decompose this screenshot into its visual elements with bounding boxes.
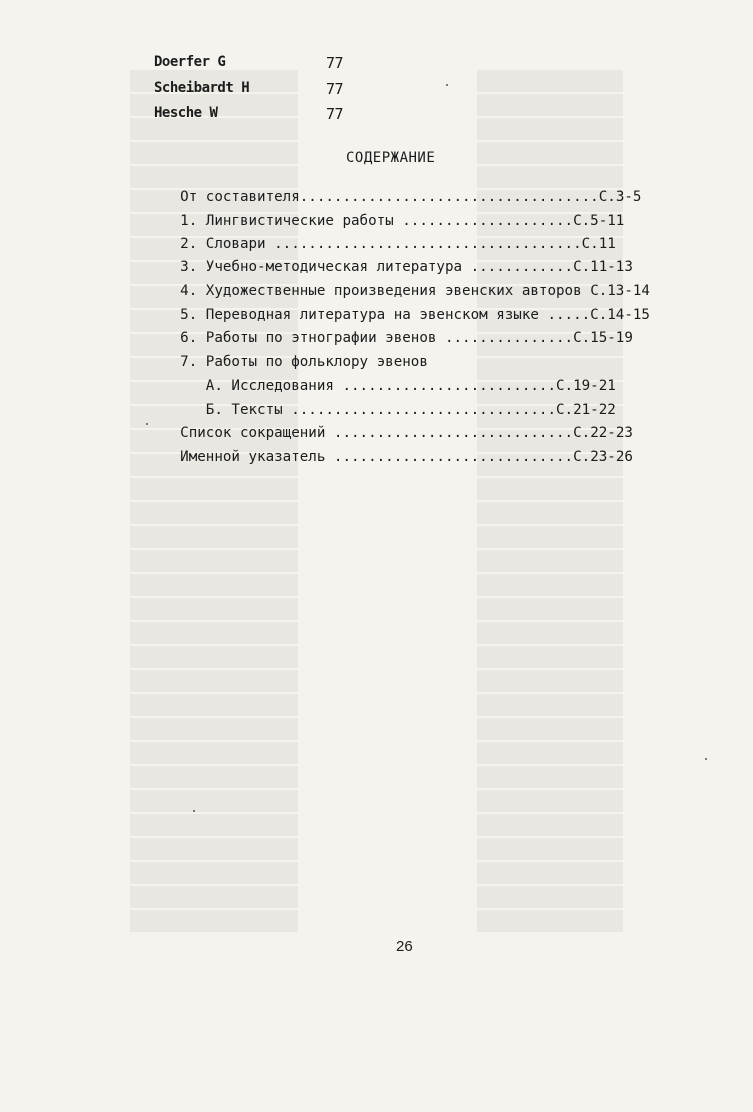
toc-label: 4. Художественные произведения эвенских авторов [180,283,582,299]
toc-label: 1. Лингвистические работы [180,213,394,229]
toc-pages: С.21-22 [556,402,616,418]
toc-label: Б. Тексты [180,402,283,418]
toc-pages: С.14-15 [590,307,650,323]
index-page: 77 [326,54,344,72]
toc-label: 6. Работы по этнографии эвенов [180,330,437,346]
toc-entry [146,433,633,481]
index-name: Doerfer G [154,54,226,70]
index-page: 77 [326,105,344,123]
toc-pages: С.23-26 [573,449,633,465]
toc-leader: ............................ [325,449,574,465]
toc-leader: ............ [462,259,574,275]
index-page: 77 [326,80,344,98]
toc-pages: С.11 [581,236,616,252]
contents-title: СОДЕРЖАНИЕ [346,150,436,166]
index-entry [154,80,344,98]
page-number: 26 [396,938,413,955]
toc-label: 2. Словари [180,236,266,252]
paper-speck [146,423,148,425]
toc-leader: ................................... [299,189,599,205]
paper-speck [705,758,707,760]
toc-label: 7. Работы по фольклору эвенов [180,354,428,370]
toc-leader: ............................ [325,425,574,441]
toc-pages: С.11-13 [573,259,633,275]
index-entry [154,54,344,72]
toc-pages: С.19-21 [556,378,616,394]
toc-leader: .................................... [265,236,582,252]
index-name: Scheibardt H [154,80,250,96]
index-entry [154,105,344,123]
toc-leader: ......................... [333,378,557,394]
toc-label: А. Исследования [180,378,334,394]
toc-leader: ............... [436,330,574,346]
toc-label: 5. Переводная литература на эвенском языке [180,307,539,323]
toc-label: Именной указатель [180,449,326,465]
index-name: Hesche W [154,105,218,121]
toc-pages: С.5-11 [573,213,625,229]
toc-pages: С.22-23 [573,425,633,441]
toc-pages: С.15-19 [573,330,633,346]
toc-pages: С.13-14 [590,283,650,299]
toc-leader: .................... [393,213,574,229]
toc-leader: ..... [538,307,591,323]
toc-label: 3. Учебно-методическая литература [180,259,463,275]
toc-label: Список сокращений [180,425,326,441]
toc-label: От составителя [180,189,300,205]
paper-speck [193,810,195,812]
toc-leader: ............................... [282,402,557,418]
paper-speck [446,84,448,86]
toc-pages: С.3-5 [598,189,642,205]
